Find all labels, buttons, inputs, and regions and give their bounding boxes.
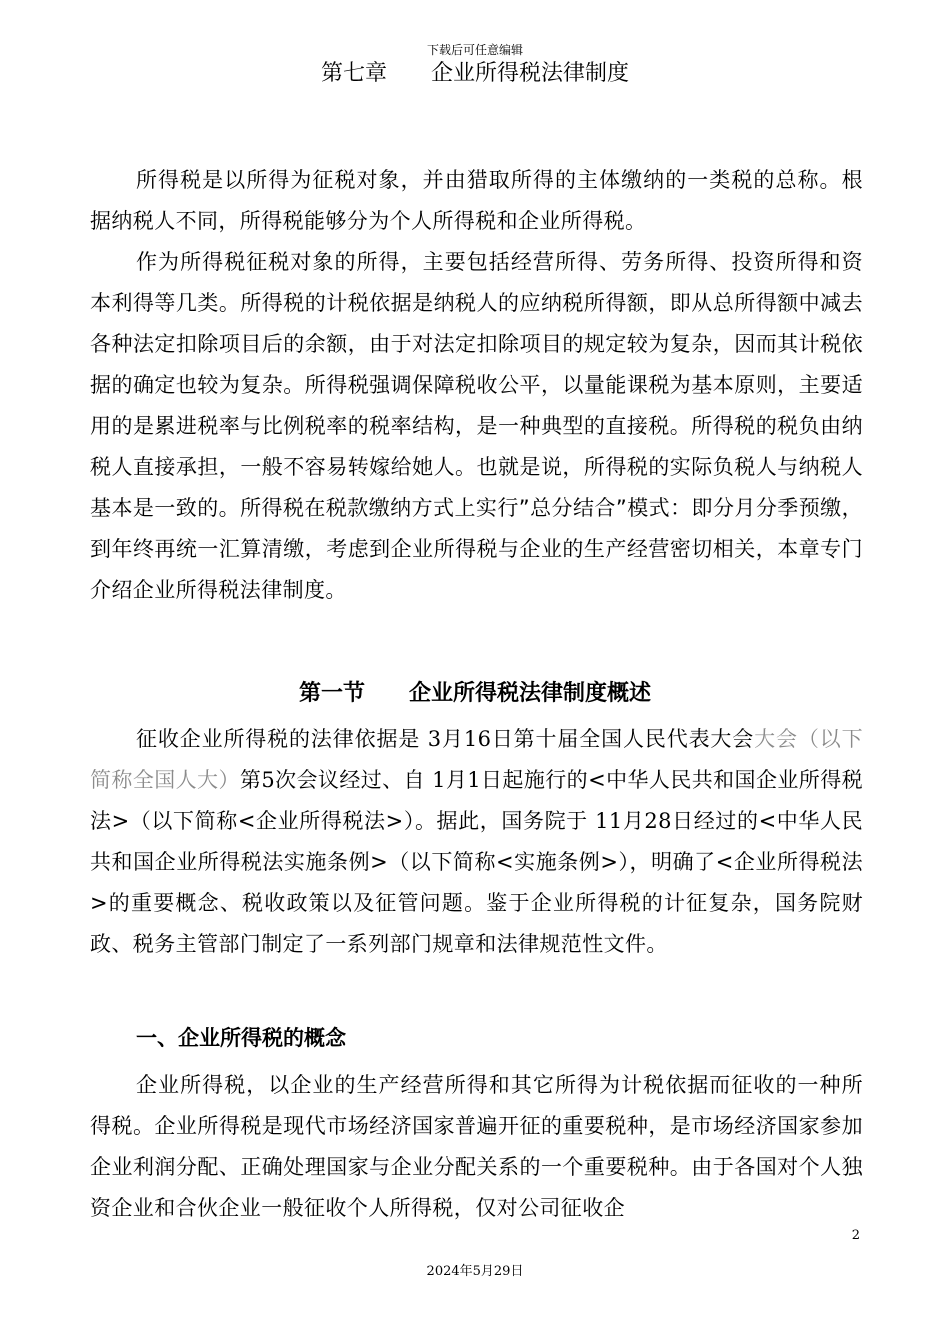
- text-span: 征收企业所得税的法律依据是: [136, 727, 428, 751]
- number-span: 1: [432, 768, 446, 792]
- number-span: 16: [463, 727, 492, 751]
- text-span: 月: [441, 727, 464, 751]
- text-span: 日起施行的<中华人民共和国企业所得税法>（以下简称<企业所得税法>）。据此，国务院于: [90, 768, 864, 833]
- text-span: 日经过的<中华人民共和国企业所得税法实施条例>（以下简称<实施条例>），明确了<企业所得税法>的重要概念、税收政策以及征管问题。鉴于企业所得税的计征复杂，国务院财政、税务主管部门制定了一系列部门规章和法律规范性文件。: [90, 809, 863, 956]
- section-title: 第一节 企业所得税法律制度概述: [298, 681, 651, 706]
- header-note: 下载后可任意编辑: [426, 43, 523, 57]
- grayed-text: 大会（以下简称全国人大）: [90, 727, 863, 792]
- footer-date: 2024年5月29日: [426, 1264, 524, 1279]
- text-span: 月: [622, 809, 645, 833]
- text-span: 日第十届全国人民代表大会: [491, 727, 755, 751]
- intro-paragraph-1: 所得税是以所得为征税对象，并由猎取所得的主体缴纳的一类税的总称。根据纳税人不同，所得税能够分为个人所得税和企业所得税。: [90, 168, 863, 233]
- page-number: 2: [851, 1228, 860, 1243]
- text-span: 月: [445, 768, 468, 792]
- section-paragraph-1: [90, 719, 863, 965]
- subsection-title: 一、企业所得税的概念: [136, 1026, 346, 1050]
- intro-paragraph-2: 作为所得税征税对象的所得，主要包括经营所得、劳务所得、投资所得和资本利得等几类。所得税的计税依据是纳税人的应纳税所得额，即从总所得额中减去各种法定扣除项目后的余额，由于对法定扣除项目的规定较为复杂，因而其计税依据的确定也较为复杂。所得税强调保障税收公平，以量能课税为基本原则，主要适用的是累进税率与比例税率的税率结构，是一种典型的直接税。所得税的税负由纳税人直接承担，一般不容易转嫁给她人。也就是说，所得税的实际负税人与纳税人基本是一致的。所得税在税款缴纳方式上实行”总分结合”模式：即分月分季预缴，到年终再统一汇算清缴，考虑到企业所得税与企业的生产经营密切相关，本章专门介绍企业所得税法律制度。: [90, 250, 863, 602]
- text-span: 次会议经过、自: [275, 768, 433, 792]
- number-span: 28: [644, 809, 672, 833]
- number-span: 5: [261, 768, 276, 792]
- number-span: 1: [467, 768, 482, 792]
- chapter-title: 第七章 企业所得税法律制度: [320, 61, 629, 86]
- text-span: 第: [239, 768, 262, 792]
- number-span: 3: [427, 727, 442, 751]
- section-paragraph-2: 企业所得税，以企业的生产经营所得和其它所得为计税依据而征收的一种所得税。企业所得税是现代市场经济国家普遍开征的重要税种，是市场经济国家参加企业利润分配、正确处理国家与企业分配关系的一个重要税种。由于各国对个人独资企业和合伙企业一般征收个人所得税，仅对公司征收企: [90, 1073, 863, 1220]
- number-span: 11: [595, 809, 623, 833]
